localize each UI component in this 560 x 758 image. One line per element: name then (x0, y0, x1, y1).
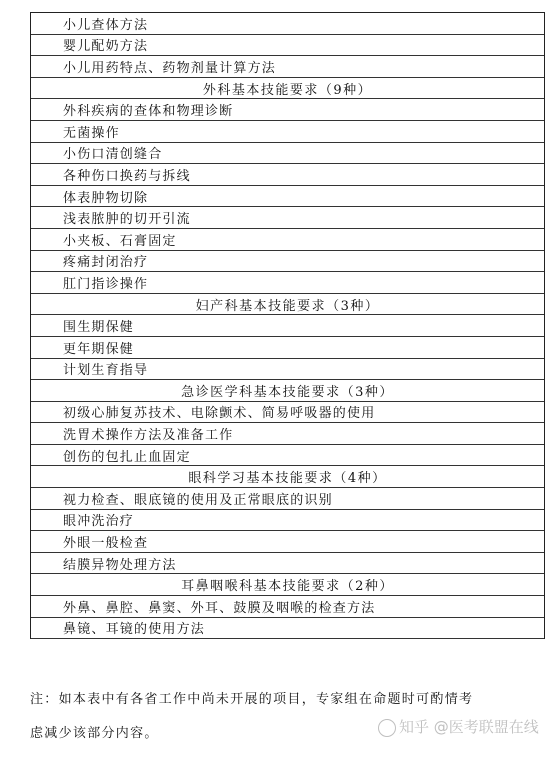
zhihu-logo-icon (378, 719, 396, 737)
table-row: 外科疾病的查体和物理诊断 (31, 99, 544, 121)
table-row: 眼冲洗治疗 (31, 510, 544, 532)
table-row: 视力检查、眼底镜的使用及正常眼底的识别 (31, 488, 544, 510)
table-row: 小夹板、石膏固定 (31, 229, 544, 251)
table-row: 无菌操作 (31, 121, 544, 143)
table-row: 体表肿物切除 (31, 186, 544, 208)
table-row: 结膜异物处理方法 (31, 553, 544, 575)
table-row: 疼痛封闭治疗 (31, 251, 544, 273)
table-row: 洗胃术操作方法及准备工作 (31, 423, 544, 445)
table-row: 外鼻、鼻腔、鼻窦、外耳、鼓膜及咽喉的检查方法 (31, 596, 544, 618)
section-header-row: 急诊医学科基本技能要求（3种） (31, 380, 544, 402)
table-row: 小伤口清创缝合 (31, 143, 544, 165)
table-row: 婴儿配奶方法 (31, 35, 544, 57)
section-header-row: 耳鼻咽喉科基本技能要求（2种） (31, 574, 544, 596)
watermark (378, 716, 539, 737)
footnote-line-2: 虑减少该部分内容。 (30, 726, 159, 741)
table-row: 计划生育指导 (31, 359, 544, 381)
table-row: 肛门指诊操作 (31, 272, 544, 294)
table-row: 外眼一般检查 (31, 531, 544, 553)
table-row: 各种伤口换药与拆线 (31, 164, 544, 186)
table-row: 更年期保健 (31, 337, 544, 359)
table-row: 小儿查体方法 (31, 13, 544, 35)
section-header-row: 妇产科基本技能要求（3种） (31, 294, 544, 316)
section-header-row: 外科基本技能要求（9种） (31, 78, 544, 100)
table-row: 围生期保健 (31, 315, 544, 337)
table-row: 创伤的包扎止血固定 (31, 445, 544, 467)
table-row: 小儿用药特点、药物剂量计算方法 (31, 56, 544, 78)
watermark-text: 知乎 @医考联盟在线 (399, 718, 539, 736)
section-header-row: 眼科学习基本技能要求（4种） (31, 466, 544, 488)
table-row: 初级心肺复苏技术、电除颤术、简易呼吸器的使用 (31, 402, 544, 424)
footnote-line-1: 注：如本表中有各省工作中尚未开展的项目，专家组在命题时可酌情考 (30, 692, 474, 707)
skills-table (30, 12, 545, 639)
table-row: 鼻镜、耳镜的使用方法 (31, 618, 544, 640)
table-row: 浅表脓肿的切开引流 (31, 207, 544, 229)
